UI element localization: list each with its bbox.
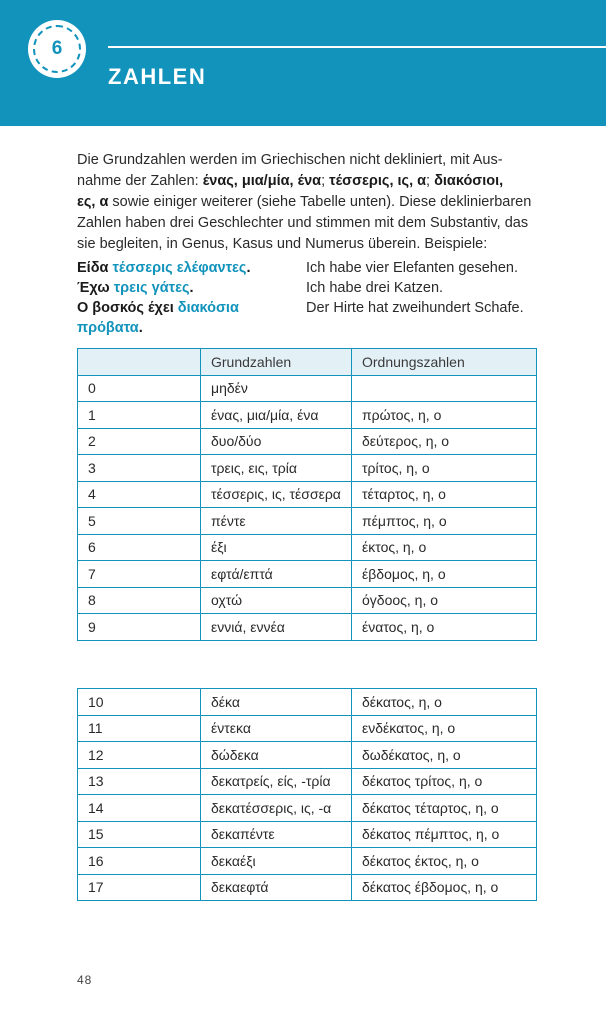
table-row [78, 375, 537, 402]
example-german: Ich habe drei Katzen. [306, 280, 444, 296]
example-greek-text: Έχω [77, 280, 114, 296]
intro-bold-term: ες, α [77, 194, 109, 210]
numbers-table-10-17 [77, 688, 537, 901]
cell-number: 0 [78, 375, 201, 402]
chapter-badge [28, 20, 86, 78]
table-row [78, 561, 537, 588]
example-highlight: τέσσερις ελέφαντες [112, 260, 247, 276]
intro-text: Zahlen haben drei Geschlechter und stimmen mit dem Substantiv, das [77, 215, 529, 231]
cell-ordinal [352, 375, 537, 402]
cell-ordinal: ενδέκατος, η, ο [352, 715, 537, 742]
page-title: ZAHLEN [108, 64, 207, 89]
intro-text: Die Grundzahlen werden im Griechischen nicht dekliniert, mit Aus- [77, 152, 503, 168]
cell-number: 15 [78, 821, 201, 848]
cell-cardinal: δεκατέσσερις, ις, -α [201, 795, 352, 822]
header-rule [108, 46, 606, 48]
example-greek-text: . [189, 280, 194, 296]
cell-number: 1 [78, 402, 201, 429]
cell-number: 11 [78, 715, 201, 742]
cell-number: 3 [78, 455, 201, 482]
cell-number: 4 [78, 481, 201, 508]
cell-cardinal: δώδεκα [201, 742, 352, 769]
table-row [78, 742, 537, 769]
intro-text: nahme der Zahlen: [77, 173, 203, 189]
numbers-table-0-9 [77, 348, 537, 641]
table-row [78, 402, 537, 429]
cell-ordinal: έκτος, η, ο [352, 534, 537, 561]
cell-cardinal: ένας, μια/μία, ένα [201, 402, 352, 429]
cell-number: 10 [78, 689, 201, 716]
cell-ordinal: τρίτος, η, ο [352, 455, 537, 482]
cell-ordinal: δέκατος πέμπτος, η, ο [352, 821, 537, 848]
cell-ordinal: πέμπτος, η, ο [352, 508, 537, 535]
cell-cardinal: δέκα [201, 689, 352, 716]
cell-cardinal: πέντε [201, 508, 352, 535]
table-header-row [78, 349, 537, 376]
cell-number: 13 [78, 768, 201, 795]
intro-text: sowie einiger weiterer (siehe Tabelle unten). Diese deklinierbaren [108, 194, 532, 210]
table-row [78, 534, 537, 561]
chapter-number: 6 [33, 25, 81, 73]
chapter-header [0, 0, 606, 126]
table-row [78, 614, 537, 641]
cell-number: 7 [78, 561, 201, 588]
cell-ordinal: έβδομος, η, ο [352, 561, 537, 588]
cell-ordinal: δέκατος, η, ο [352, 689, 537, 716]
cell-ordinal: ένατος, η, ο [352, 614, 537, 641]
cell-cardinal: τέσσερις, ις, τέσσερα [201, 481, 352, 508]
table-row [78, 481, 537, 508]
example-greek-text: . [246, 260, 251, 276]
example-row [77, 278, 537, 298]
page-number: 48 [77, 973, 93, 987]
table-row [78, 689, 537, 716]
table-row [78, 715, 537, 742]
cell-number: 8 [78, 587, 201, 614]
header-cell-cardinal: Grundzahlen [201, 349, 352, 376]
table-row [78, 848, 537, 875]
cell-number: 12 [78, 742, 201, 769]
cell-number: 9 [78, 614, 201, 641]
example-german: Ich habe vier Elefanten gesehen. [306, 260, 519, 276]
example-greek-text: . [138, 320, 143, 336]
table-row [78, 795, 537, 822]
intro-paragraph [77, 150, 537, 255]
cell-cardinal: δεκατρείς, είς, -τρία [201, 768, 352, 795]
cell-cardinal: δεκαέξι [201, 848, 352, 875]
table-row [78, 768, 537, 795]
intro-bold-term: τέσσερις, ις, α [329, 173, 427, 189]
cell-cardinal: εφτά/επτά [201, 561, 352, 588]
cell-cardinal: οχτώ [201, 587, 352, 614]
cell-number: 6 [78, 534, 201, 561]
table-row [78, 821, 537, 848]
table-row [78, 428, 537, 455]
cell-cardinal: δεκαπέντε [201, 821, 352, 848]
table-row [78, 587, 537, 614]
cell-ordinal: όγδοος, η, ο [352, 587, 537, 614]
cell-cardinal: μηδέν [201, 375, 352, 402]
cell-cardinal: δεκαεφτά [201, 874, 352, 901]
cell-number: 14 [78, 795, 201, 822]
example-greek [77, 278, 306, 298]
example-greek-text: Ο βοσκός έχει [77, 300, 178, 316]
intro-bold-term: διακόσιοι, [434, 173, 504, 189]
cell-cardinal: δυο/δύο [201, 428, 352, 455]
cell-cardinal: εννιά, εννέα [201, 614, 352, 641]
cell-ordinal: δεύτερος, η, ο [352, 428, 537, 455]
cell-ordinal: δέκατος τρίτος, η, ο [352, 768, 537, 795]
example-highlight: πρόβατα [77, 320, 139, 336]
table-row [78, 455, 537, 482]
cell-number: 2 [78, 428, 201, 455]
example-highlight: τρεις γάτες [113, 280, 190, 296]
intro-bold-term: ένας, μια/μία, ένα [202, 173, 322, 189]
intro-text: ; [426, 173, 435, 189]
cell-cardinal: έξι [201, 534, 352, 561]
intro-text: sie begleiten, in Genus, Kasus und Numerus überein. Beispiele: [77, 236, 488, 252]
cell-ordinal: δωδέκατος, η, ο [352, 742, 537, 769]
intro-text: ; [321, 173, 330, 189]
example-highlight: διακόσια [177, 300, 239, 316]
cell-ordinal: δέκατος έβδομος, η, ο [352, 874, 537, 901]
example-row [77, 258, 537, 278]
cell-cardinal: έντεκα [201, 715, 352, 742]
example-greek-text: Είδα [77, 260, 113, 276]
cell-ordinal: πρώτος, η, ο [352, 402, 537, 429]
header-cell-ordinal: Ordnungszahlen [352, 349, 537, 376]
example-row [77, 298, 537, 338]
cell-number: 17 [78, 874, 201, 901]
cell-cardinal: τρεις, εις, τρία [201, 455, 352, 482]
cell-ordinal: δέκατος έκτος, η, ο [352, 848, 537, 875]
cell-ordinal: δέκατος τέταρτος, η, ο [352, 795, 537, 822]
cell-number: 5 [78, 508, 201, 535]
example-greek [77, 258, 306, 278]
cell-number: 16 [78, 848, 201, 875]
table-row [78, 874, 537, 901]
example-german: Der Hirte hat zweihundert Schafe. [306, 300, 524, 316]
table-row [78, 508, 537, 535]
cell-ordinal: τέταρτος, η, ο [352, 481, 537, 508]
example-sentences [77, 258, 537, 338]
header-cell-number [78, 349, 201, 376]
example-greek [77, 298, 306, 338]
